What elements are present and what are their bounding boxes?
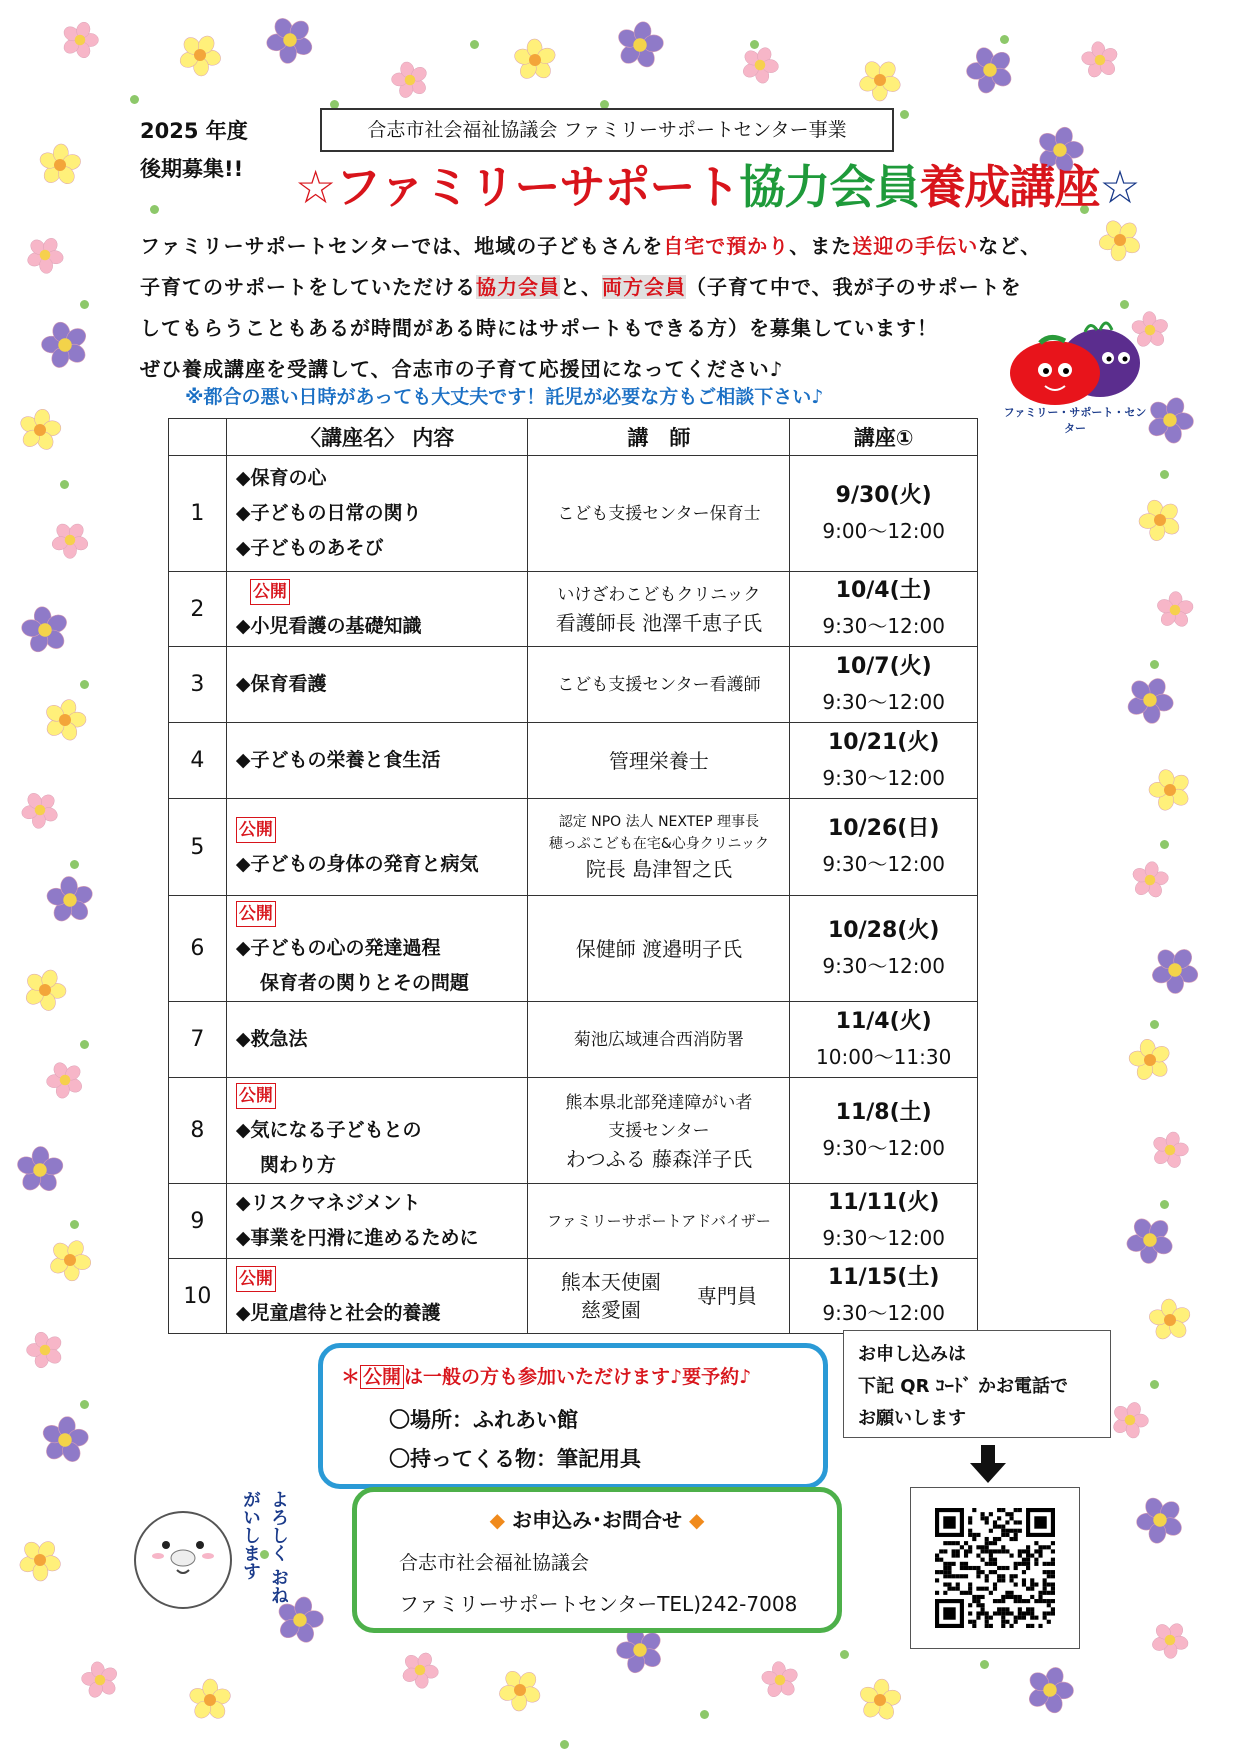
table-row: 2 公開 ◆小児看護の基礎知識 いけざわこどもクリニック 看護師長 池澤千恵子氏 10/4(土) 9:30～12:00 xyxy=(169,572,978,647)
flower-icon xyxy=(1128,858,1172,906)
contact-box xyxy=(352,1487,842,1633)
family-support-logo xyxy=(1000,318,1150,435)
flower-icon xyxy=(175,30,225,84)
logo-text: ファミリー・サポート・センター xyxy=(1003,406,1147,435)
flower-icon xyxy=(388,58,432,106)
decorative-dot xyxy=(60,480,69,489)
table-row: 7 ◆救急法 菊池広域連合西消防署 11/4(火) 10:00～11:30 xyxy=(169,1002,978,1078)
title-star-right: ☆ xyxy=(1099,160,1140,214)
decorative-dot xyxy=(1150,1380,1159,1389)
flower-icon xyxy=(15,405,65,459)
public-badge: 公開 xyxy=(236,817,276,843)
flower-icon xyxy=(758,1658,802,1706)
arrow-down-icon xyxy=(968,1445,1008,1489)
flower-icon xyxy=(35,140,85,194)
title-part2: 協力会員 xyxy=(739,160,920,214)
flower-icon xyxy=(855,1675,905,1729)
table-row: 6 公開 ◆子どもの心の発達過程 保育者の関りとその問題 保健師 渡邉明子氏 10/28(火) 9:30～12:00 xyxy=(169,896,978,1002)
flower-icon xyxy=(15,1535,65,1589)
table-row: 4 ◆子どもの栄養と食生活 管理栄養士 10/21(火) 9:30～12:00 xyxy=(169,723,978,799)
flower-icon xyxy=(1122,1212,1178,1272)
flower-icon xyxy=(43,1058,87,1106)
public-badge: 公開 xyxy=(236,1083,276,1109)
flower-icon xyxy=(12,1142,68,1202)
flower-icon xyxy=(1078,38,1122,86)
flower-icon xyxy=(17,602,73,662)
decorative-dot xyxy=(980,1660,989,1669)
qr-code-image xyxy=(935,1508,1055,1628)
info-box xyxy=(318,1343,828,1489)
flower-icon xyxy=(1148,1618,1192,1666)
flower-icon xyxy=(40,695,90,749)
bring-line: 〇持ってくる物：筆記用具 xyxy=(389,1447,641,1471)
flower-icon xyxy=(42,872,98,932)
intro-line-1: ファミリーサポートセンターでは、地域の子どもさんを自宅で預かり、また送迎の手伝いなど、 xyxy=(140,234,1042,258)
page-title xyxy=(295,158,1140,216)
table-row: 1 ◆保育の心 ◆子どもの日常の関り ◆子どものあそび こども支援センター保育士 9/30(火) 9:00～12:00 xyxy=(169,456,978,572)
intro-line-3: してもらうこともあるが時間がある時にはサポートもできる方）を募集しています！ xyxy=(140,316,938,340)
header-lecturer: 講 師 xyxy=(528,419,790,456)
table-row: 9 ◆リスクマネジメント ◆事業を円滑に進めるために ファミリーサポートアドバイザー 11/11(火) 9:30～12:00 xyxy=(169,1184,978,1259)
flower-icon xyxy=(855,55,905,109)
decorative-dot xyxy=(560,1740,569,1749)
table-row: 3 ◆保育看護 こども支援センター看護師 10/7(火) 9:30～12:00 xyxy=(169,647,978,723)
decorative-dot xyxy=(840,1650,849,1659)
childcare-note: ※都合の悪い日時があっても大丈夫です！託児が必要な方もご相談下さい♪ xyxy=(185,386,824,408)
flower-icon xyxy=(1108,1398,1152,1446)
decorative-dot xyxy=(1160,470,1169,479)
flower-icon xyxy=(262,12,318,72)
decorative-dot xyxy=(1000,35,1009,44)
header-content: 〈講座名〉 内容 xyxy=(226,419,528,456)
header-no xyxy=(169,419,227,456)
title-part3: 養成講座 xyxy=(919,160,1100,214)
decorative-dot xyxy=(1160,1200,1169,1209)
flower-icon xyxy=(1145,765,1195,819)
table-row: 5 公開 ◆子どもの身体の発育と病気 認定 NPO 法人 NEXTEP 理事長 穂っぷこども在宅&心身クリニック 院長 島津智之氏 10/26(日) 9:30～12:00 xyxy=(169,799,978,896)
flower-icon xyxy=(1125,1035,1175,1089)
public-badge: 公開 xyxy=(236,901,276,927)
title-star-left: ☆ xyxy=(295,160,336,214)
flower-icon xyxy=(48,518,92,566)
flower-icon xyxy=(1147,942,1203,1002)
flower-icon xyxy=(1153,588,1197,636)
flower-icon xyxy=(58,18,102,66)
flower-icon xyxy=(738,43,782,91)
flower-icon xyxy=(1145,1295,1195,1349)
decorative-dot xyxy=(470,40,479,49)
decorative-dot xyxy=(80,1040,89,1049)
decorative-dot xyxy=(1160,840,1169,849)
flower-icon xyxy=(398,1648,442,1696)
place-line: 〇場所：ふれあい館 xyxy=(389,1408,578,1432)
decorative-dot xyxy=(80,1400,89,1409)
decorative-dot xyxy=(130,95,139,104)
flower-icon xyxy=(1132,1492,1188,1552)
flower-icon xyxy=(1142,392,1198,452)
flower-icon xyxy=(37,1412,93,1472)
flower-icon xyxy=(23,1328,67,1376)
public-note: ＊ 公開 は一般の方も参加いただけます♪要予約♪ xyxy=(341,1366,752,1388)
header-date: 講座① xyxy=(790,419,978,456)
course-table xyxy=(168,418,978,1334)
decorative-dot xyxy=(70,860,79,869)
decorative-dot xyxy=(80,300,89,309)
year-label: 2025 年度 xyxy=(140,119,248,143)
flower-icon xyxy=(37,317,93,377)
flower-icon xyxy=(510,35,560,89)
qr-code[interactable] xyxy=(910,1487,1080,1649)
public-badge: 公開 xyxy=(236,1266,276,1292)
flower-icon xyxy=(962,42,1018,102)
flower-icon xyxy=(18,788,62,836)
flower-icon xyxy=(20,965,70,1019)
intro-line-4: ぜひ養成講座を受講して、合志市の子育て応援団になってください♪ xyxy=(140,357,784,381)
contact-heading: ◆ お申込み･お問合せ ◆ xyxy=(489,1508,705,1532)
contact-org: 合志市社会福祉協議会 xyxy=(399,1552,590,1574)
apply-instructions: お申し込みは 下記 QR ｺｰﾄﾞ かお電話で お願いします xyxy=(843,1330,1111,1438)
flower-icon xyxy=(1022,1662,1078,1722)
flower-icon xyxy=(78,1658,122,1706)
recruit-label: 後期募集!! xyxy=(140,157,244,181)
contact-phone: ファミリーサポートセンターTEL)242-7008 xyxy=(399,1592,798,1616)
mascot-speech: よろしく おねがいします xyxy=(240,1490,289,1605)
year-block xyxy=(140,112,248,188)
org-box: 合志市社会福祉協議会 ファミリーサポートセンター事業 xyxy=(320,108,894,152)
decorative-dot xyxy=(1150,1020,1159,1029)
decorative-dot xyxy=(750,40,759,49)
flower-icon xyxy=(1135,495,1185,549)
flower-icon xyxy=(1148,1128,1192,1176)
table-header-row xyxy=(169,419,978,456)
table-row: 10 公開 ◆児童虐待と社会的養護 熊本天使園 慈愛園 専門員 11/15(土) 9:30～12:00 xyxy=(169,1259,978,1334)
decorative-dot xyxy=(80,680,89,689)
flower-icon xyxy=(185,1675,235,1729)
flower-icon xyxy=(495,1665,545,1719)
decorative-dot xyxy=(70,1220,79,1229)
decorative-dot xyxy=(1150,660,1159,669)
intro-line-2: 子育てのサポートをしていただける協力会員と、両方会員（子育て中で、我が子のサポートを xyxy=(140,275,1022,299)
decorative-dot xyxy=(700,1710,709,1719)
flower-icon xyxy=(1122,672,1178,732)
decorative-dot xyxy=(900,110,909,119)
table-row: 8 公開 ◆気になる子どもとの 関わり方 熊本県北部発達障がい者 支援センター わつふる 藤森洋子氏 11/8(土) 9:30～12:00 xyxy=(169,1078,978,1184)
intro-text xyxy=(140,226,1130,390)
decorative-dot xyxy=(150,205,159,214)
flower-icon xyxy=(45,1235,95,1289)
title-part1: ファミリーサポート xyxy=(335,160,740,214)
flower-icon xyxy=(23,233,67,281)
public-badge: 公開 xyxy=(250,579,290,605)
seal-mascot-illustration xyxy=(128,1490,238,1614)
flower-icon xyxy=(612,17,668,77)
